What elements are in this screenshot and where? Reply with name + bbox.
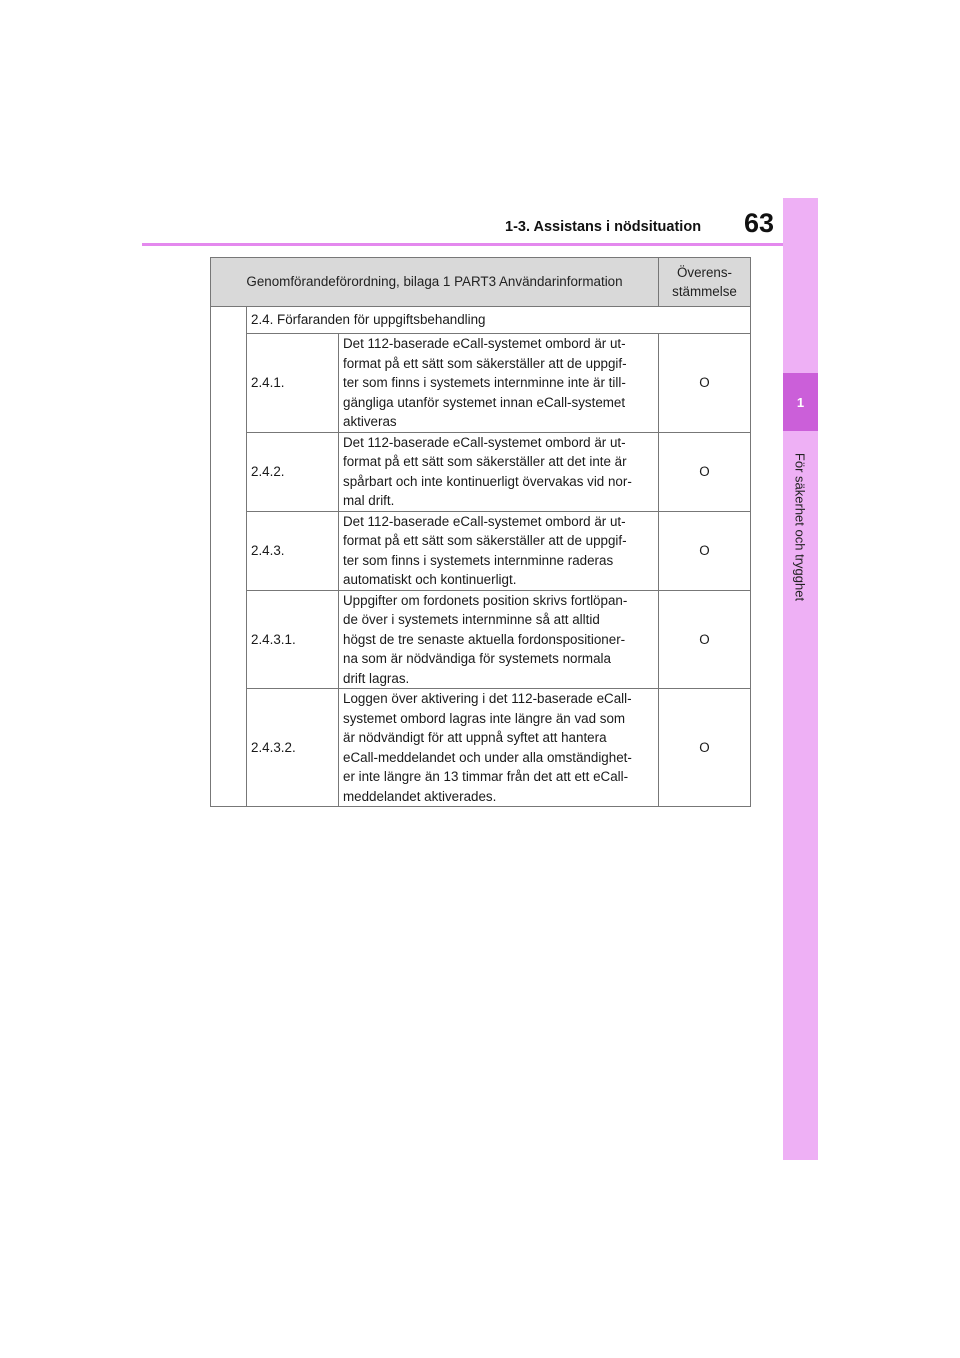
page-number: 63 (744, 208, 775, 238)
row-number: 2.4.1. (247, 334, 339, 433)
chapter-label: För säkerhet och trygghet (792, 452, 808, 602)
row-number: 2.4.3.1. (247, 590, 339, 689)
table-row (211, 511, 751, 590)
table-row (211, 590, 751, 689)
section-title: 1-3. Assistans i nödsituation (505, 219, 702, 235)
table-header-row (211, 258, 751, 307)
chapter-number-box (783, 373, 818, 431)
chapter-number: 1 (796, 394, 805, 410)
header-conformity: Överens- stämmelse (659, 258, 751, 307)
table-row (211, 689, 751, 807)
specification-table (210, 257, 751, 807)
row-conformity: O (659, 334, 751, 433)
section-heading-row (211, 307, 751, 334)
row-number: 2.4.2. (247, 432, 339, 511)
row-number: 2.4.3. (247, 511, 339, 590)
row-description: Det 112-baserade eCall-systemet ombord är ut- format på ett sätt som säkerställer att de uppgif- ter som finns i systemets internminne inte är till- gängliga utanför systemet innan eCall-systemet aktiveras (339, 334, 659, 433)
row-description: Loggen över aktivering i det 112-baserade eCall- systemet ombord lagras inte längre än vad som är nödvändigt för att uppnå syftet att hantera eCall-meddelandet och under alla omständighet- er inte längre än 13 timmar från det att ett eCall- meddelandet aktiverades. (339, 689, 659, 807)
table-row (211, 334, 751, 433)
table-row (211, 432, 751, 511)
row-number: 2.4.3.2. (247, 689, 339, 807)
row-description: Det 112-baserade eCall-systemet ombord är ut- format på ett sätt som säkerställer att det inte är spårbart och inte kontinuerligt övervakas vid nor- mal drift. (339, 432, 659, 511)
section-heading: 2.4. Förfaranden för uppgiftsbehandling (247, 307, 751, 334)
row-description: Uppgifter om fordonets position skrivs fortlöpan- de över i systemets internminne så att alltid högst de tre senaste aktuella fordonspositioner- na som är nödvändiga för systemets normala drift lagras. (339, 590, 659, 689)
side-tab (783, 198, 818, 1160)
row-conformity: O (659, 432, 751, 511)
row-conformity: O (659, 511, 751, 590)
header-regulation: Genomförandeförordning, bilaga 1 PART3 Användarinformation (211, 258, 659, 307)
row-conformity: O (659, 689, 751, 807)
header-rule (142, 243, 783, 246)
row-conformity: O (659, 590, 751, 689)
indent-cell (211, 307, 247, 807)
row-description: Det 112-baserade eCall-systemet ombord är ut- format på ett sätt som säkerställer att de uppgif- ter som finns i systemets internminne raderas automatiskt och kontinuerligt. (339, 511, 659, 590)
